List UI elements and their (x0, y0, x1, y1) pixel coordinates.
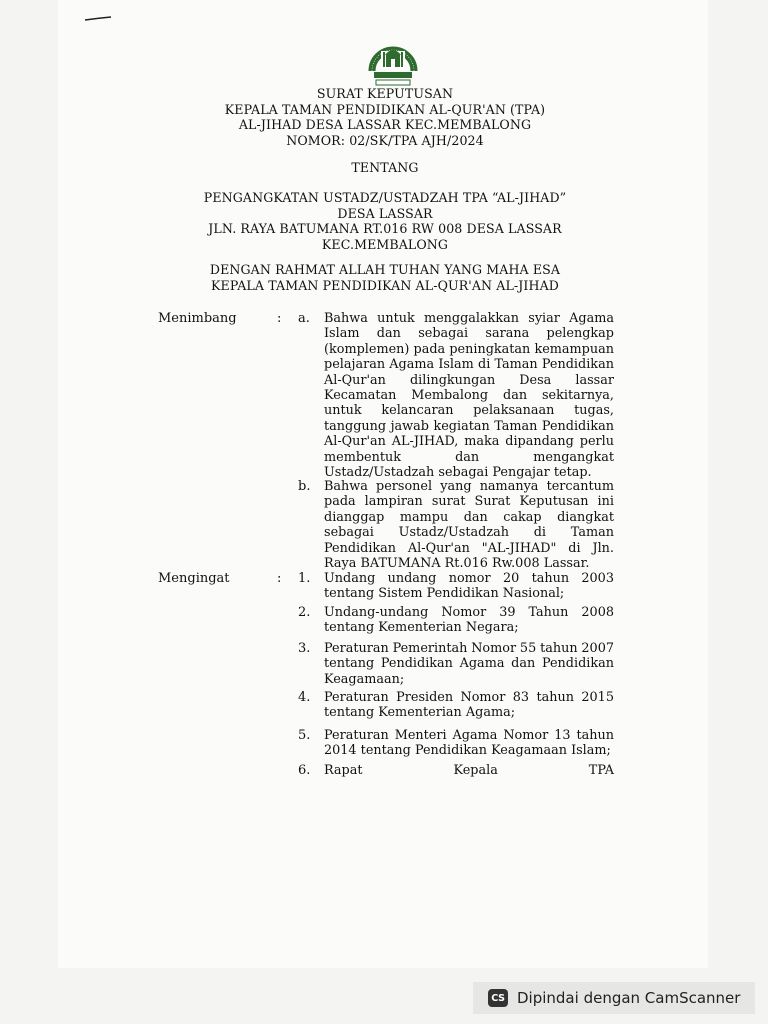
word: Desa (519, 372, 552, 388)
text-line (324, 605, 614, 620)
subject-line: PENGANGKATAN USTADZ/USTADZAH TPA “AL-JIHAD” (203, 190, 567, 205)
word: 2007 (581, 641, 614, 656)
word: 83 (512, 690, 530, 705)
text-line (324, 525, 614, 540)
word: "AL-JIHAD" (481, 540, 557, 556)
word: sarana (485, 326, 530, 342)
word: Agama (389, 357, 435, 373)
word: 20 (502, 571, 520, 586)
word: surat (431, 494, 466, 510)
word: Rw.008 (492, 556, 540, 572)
word: tentang (324, 656, 375, 672)
text-line (324, 434, 614, 449)
word: tanggung (324, 418, 387, 434)
word: untuk (324, 403, 362, 419)
word: 55 (519, 641, 537, 656)
item-marker: 2. (298, 605, 311, 620)
word: Presiden (396, 690, 454, 705)
word: Keagamaan; (324, 671, 405, 687)
word: Nomor (471, 641, 517, 656)
word: mampu (399, 509, 449, 525)
word: Kecamatan (324, 388, 397, 404)
item-text (324, 690, 614, 721)
word: ini (597, 494, 614, 510)
word: Islam (324, 326, 360, 342)
word: Islam; (571, 743, 611, 759)
text-line (324, 494, 614, 509)
word: pada (413, 341, 446, 357)
mengingat-label: Mengingat (158, 571, 230, 586)
word: peningkatan (449, 341, 531, 357)
word: kelancaran (381, 403, 454, 419)
word: 2003 (581, 571, 614, 586)
word: tahun (531, 571, 570, 586)
word: Rapat (324, 763, 363, 778)
word: namanya (479, 479, 539, 494)
text-line (324, 656, 614, 671)
word: perlu (579, 434, 614, 450)
word: Raya (324, 556, 357, 572)
word: tahun (540, 641, 578, 656)
word: kegiatan (433, 418, 490, 434)
word: di (533, 525, 547, 541)
word: Lassar. (543, 556, 590, 572)
word: dan (511, 656, 536, 672)
word: sekitarnya, (541, 388, 614, 404)
word: undang (387, 571, 437, 586)
word: tercantum (546, 479, 614, 494)
camscanner-label: Dipindai dengan CamScanner (517, 989, 741, 1007)
word: diangkat (557, 509, 614, 525)
word: Kementerian (378, 620, 462, 636)
title-line: AL-JIHAD DESA LASSAR KEC.MEMBALONG (238, 117, 532, 133)
text-line (324, 326, 614, 341)
item-marker: 1. (298, 571, 311, 586)
text-line (324, 571, 614, 586)
word: Pendidikan (541, 357, 614, 373)
text-line (324, 541, 614, 556)
word: dan (455, 449, 480, 465)
word: tentang (324, 586, 375, 602)
word: Keputusan (519, 494, 589, 510)
word: personel (376, 479, 433, 494)
word: TPA (588, 763, 614, 778)
word: Negara; (465, 620, 519, 636)
text-line (324, 728, 614, 743)
word: maka (464, 434, 500, 450)
subject-line: DESA LASSAR (337, 205, 433, 221)
word: di (568, 540, 581, 556)
preamble-block (150, 262, 620, 293)
word: Taman (494, 357, 538, 373)
word: dipandang (505, 434, 574, 450)
word: cakap (503, 509, 542, 525)
word: Nomor (441, 605, 487, 620)
word: tentang (360, 743, 411, 759)
word: sebagai (438, 465, 489, 481)
camscanner-icon: CS (488, 989, 508, 1007)
text-line (324, 672, 614, 687)
word: 13 (554, 728, 571, 743)
text-line (324, 743, 614, 758)
word: tugas, (574, 403, 614, 419)
word: sebagai (418, 326, 469, 342)
word: Al-Qur'an (407, 540, 470, 556)
word: Pendidikan (324, 540, 397, 556)
word: Taman (570, 525, 614, 541)
word: Nasional; (502, 586, 565, 602)
word: dan (503, 388, 528, 404)
item-text (324, 479, 614, 571)
item-marker: 3. (298, 641, 311, 656)
word: Undang-undang (324, 605, 429, 620)
word: Agama; (465, 705, 516, 721)
text-line (324, 690, 614, 705)
word: tentang (324, 705, 375, 721)
item-marker: 4. (298, 690, 311, 705)
word: untuk (377, 311, 415, 326)
word: Al-Qur'an (324, 434, 386, 450)
tentang-label: TENTANG (351, 160, 419, 175)
word: Nomor (460, 690, 506, 705)
text-line (324, 342, 614, 357)
word: Kementerian (378, 705, 462, 721)
word: membentuk (324, 449, 401, 465)
word: dianggap (324, 509, 385, 525)
text-line (324, 357, 614, 372)
text-line (324, 311, 614, 326)
title-line: SURAT KEPUTUSAN (316, 86, 454, 101)
word: Jln. (592, 540, 614, 556)
word: Kepala (453, 763, 498, 778)
word: tentang (324, 620, 375, 636)
word: tahun (536, 690, 574, 705)
word: BATUMANA (360, 556, 441, 572)
item-text (324, 763, 614, 778)
word: Rt.016 (444, 556, 488, 572)
word: pelajaran (324, 357, 386, 373)
word: syiar (528, 311, 560, 326)
text-line (324, 556, 614, 571)
word: 2008 (581, 605, 614, 620)
word: Pendidikan (380, 656, 453, 672)
word: pelengkap (546, 326, 614, 342)
word: sebagai (324, 525, 374, 541)
subject-line: JLN. RAYA BATUMANA RT.016 RW 008 DESA LASSAR (208, 221, 562, 237)
word: di (478, 357, 491, 373)
word: Agama (452, 728, 498, 743)
title-block (150, 86, 620, 148)
word: Pendidikan (541, 656, 614, 672)
word: Peraturan (324, 641, 389, 656)
subject-block (150, 190, 620, 252)
word: pada (324, 494, 356, 510)
word: Surat (474, 494, 511, 510)
word: Keagamaan (491, 743, 567, 759)
word: nomor (448, 571, 491, 586)
word: 39 (499, 605, 516, 620)
word: dan (376, 326, 401, 342)
item-marker: 5. (298, 728, 311, 743)
text-line (324, 586, 614, 601)
item-text (324, 728, 614, 759)
word: 2014 (324, 743, 357, 759)
word: Membalong (411, 388, 489, 404)
word: mengangkat (533, 449, 614, 465)
word: Pendidikan (541, 418, 614, 434)
decree-number: NOMOR: 02/SK/TPA AJH/2024 (286, 132, 484, 148)
text-line (324, 620, 614, 635)
item-text (324, 311, 614, 480)
tk-al-quran-logo (364, 35, 422, 87)
item-text (324, 605, 614, 636)
word: yang (440, 479, 472, 494)
word: Peraturan (324, 690, 389, 705)
word: Undang (324, 571, 376, 586)
word: AL-JIHAD, (391, 434, 459, 450)
text-line (324, 510, 614, 525)
text-line (324, 641, 614, 656)
word: Pendidikan (414, 743, 487, 759)
text-line (324, 388, 614, 403)
tentang-heading (150, 160, 620, 176)
text-line (324, 419, 614, 434)
word: Peraturan (324, 728, 389, 743)
word: Bahwa (324, 311, 368, 326)
title-line: KEPALA TAMAN PENDIDIKAN AL-QUR'AN (TPA) (224, 101, 546, 117)
menimbang-colon: : (277, 311, 282, 326)
word: pelaksanaan (473, 403, 555, 419)
word: Ustadz/Ustadzah (398, 525, 509, 541)
word: Sistem (378, 586, 423, 602)
item-text (324, 571, 614, 602)
word: dilingkungan (409, 372, 496, 388)
word: Bahwa (324, 479, 368, 494)
word: Pendidikan (426, 586, 499, 602)
item-marker: b. (298, 479, 311, 494)
word: Tahun (528, 605, 569, 620)
word: Nomor (503, 728, 549, 743)
menimbang-label: Menimbang (158, 311, 237, 326)
word: Ustadz/Ustadzah (324, 465, 435, 481)
text-line (324, 763, 614, 778)
word: dan (463, 509, 488, 525)
text-line (324, 705, 614, 720)
word: Taman (494, 418, 538, 434)
word: tetap. (553, 465, 592, 481)
word: jawab (390, 418, 429, 434)
preamble-line: KEPALA TAMAN PENDIDIKAN AL-QUR'AN AL-JIHAD (211, 277, 559, 293)
text-line (324, 403, 614, 418)
item-marker: 6. (298, 763, 311, 778)
pen-mark (84, 16, 112, 22)
word: kemampuan (534, 341, 614, 357)
word: Pengajar (492, 465, 550, 481)
preamble-line: DENGAN RAHMAT ALLAH TUHAN YANG MAHA ESA (209, 262, 561, 277)
word: Agama (569, 311, 614, 326)
mengingat-colon: : (277, 571, 282, 586)
camscanner-badge (473, 982, 755, 1014)
word: Menteri (394, 728, 447, 743)
word: Al-Qur'an (324, 372, 386, 388)
word: lassar (575, 372, 614, 388)
word: Agama (459, 656, 505, 672)
subject-line: KEC.MEMBALONG (321, 236, 449, 252)
word: Islam (438, 357, 474, 373)
item-text (324, 641, 614, 687)
word: menggalakkan (423, 311, 520, 326)
word: Pemerintah (392, 641, 468, 656)
text-line (324, 479, 614, 494)
word: (komplemen) (324, 341, 410, 357)
word: lampiran (364, 494, 423, 510)
text-line (324, 450, 614, 465)
word: 2015 (581, 690, 614, 705)
item-marker: a. (298, 311, 310, 326)
word: tahun (576, 728, 614, 743)
text-line (324, 373, 614, 388)
